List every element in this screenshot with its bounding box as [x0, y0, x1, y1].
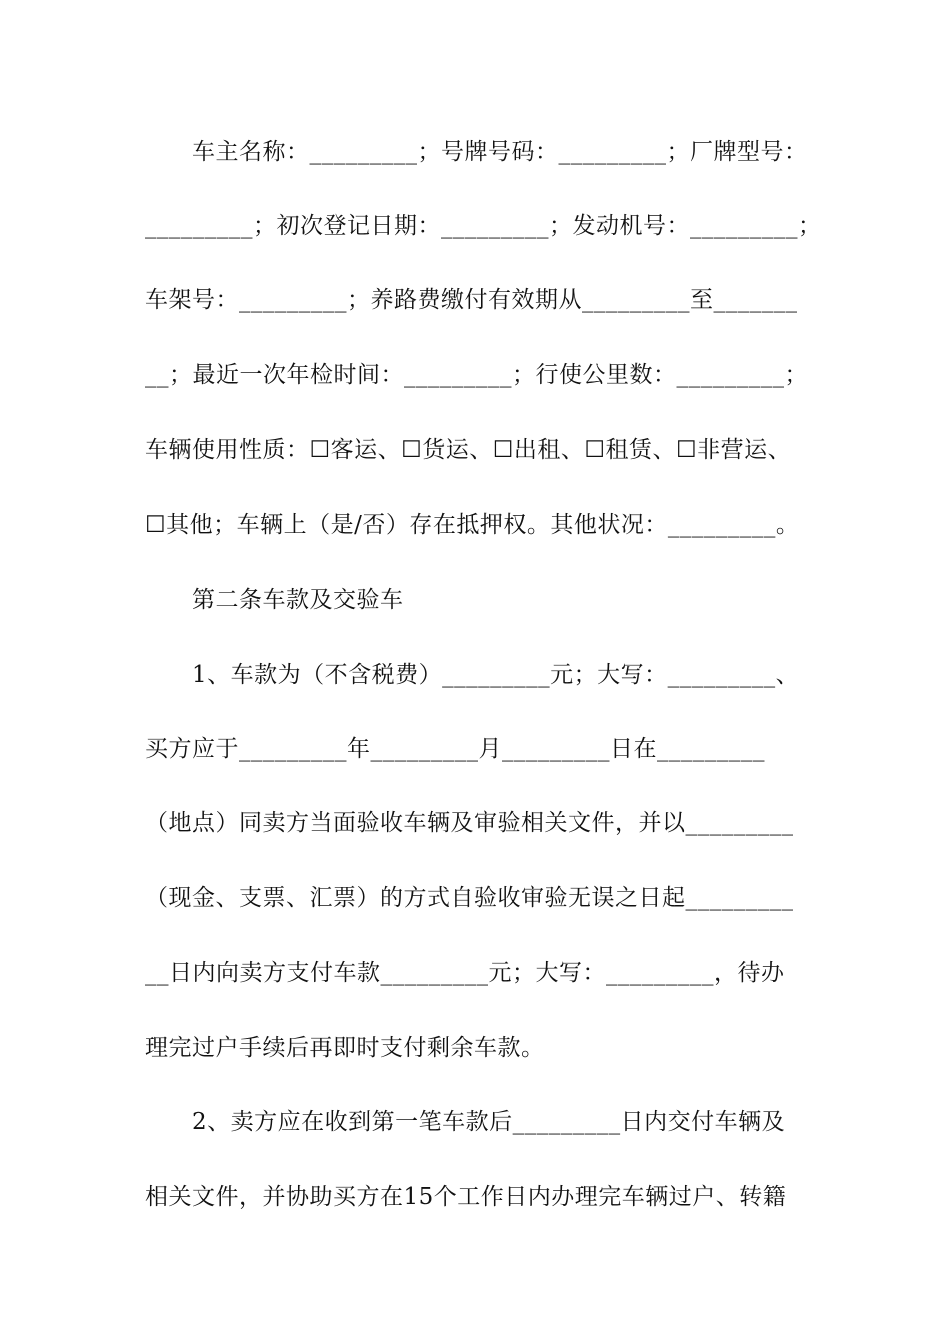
- text-line-price: 1、车款为（不含税费）_________元；大写：_________、: [192, 662, 800, 688]
- text-line-remaining-payment: 理完过户手续后再即时支付剩余车款。: [145, 1035, 545, 1061]
- text-line-seller-delivery: 2、卖方应在收到第一笔车款后_________日内交付车辆及: [192, 1109, 786, 1135]
- text-line-inspection-location: （地点）同卖方当面验收车辆及审验相关文件，并以_________: [145, 810, 794, 836]
- text-line-registration-info: _________；初次登记日期：_________；发动机号：_________；: [145, 213, 822, 239]
- section-heading-payment-inspection: 第二条车款及交验车: [192, 587, 404, 613]
- text-line-payment-amount: __日内向卖方支付车款_________元；大写：_________，待办: [145, 960, 785, 986]
- text-line-vehicle-use-type: 车辆使用性质：☐客运、☐货运、☐出租、☐租赁、☐非营运、: [145, 437, 792, 463]
- text-line-payment-method: （现金、支票、汇票）的方式自验收审验无误之日起_________: [145, 885, 794, 911]
- text-line-mortgage-status: ☐其他；车辆上（是/否）存在抵押权。其他状况：_________。: [145, 512, 800, 538]
- text-line-transfer-assist: 相关文件，并协助买方在15个工作日内办理完车辆过户、转籍: [145, 1184, 787, 1210]
- text-line-frame-number: 车架号：_________；养路费缴付有效期从_________至_______: [145, 287, 798, 313]
- text-line-buyer-date: 买方应于_________年_________月_________日在_________: [145, 736, 765, 762]
- text-line-owner-info: 车主名称：_________；号牌号码：_________；厂牌型号：: [192, 139, 808, 165]
- text-line-annual-inspection: __；最近一次年检时间：_________；行使公里数：_________；: [145, 362, 808, 388]
